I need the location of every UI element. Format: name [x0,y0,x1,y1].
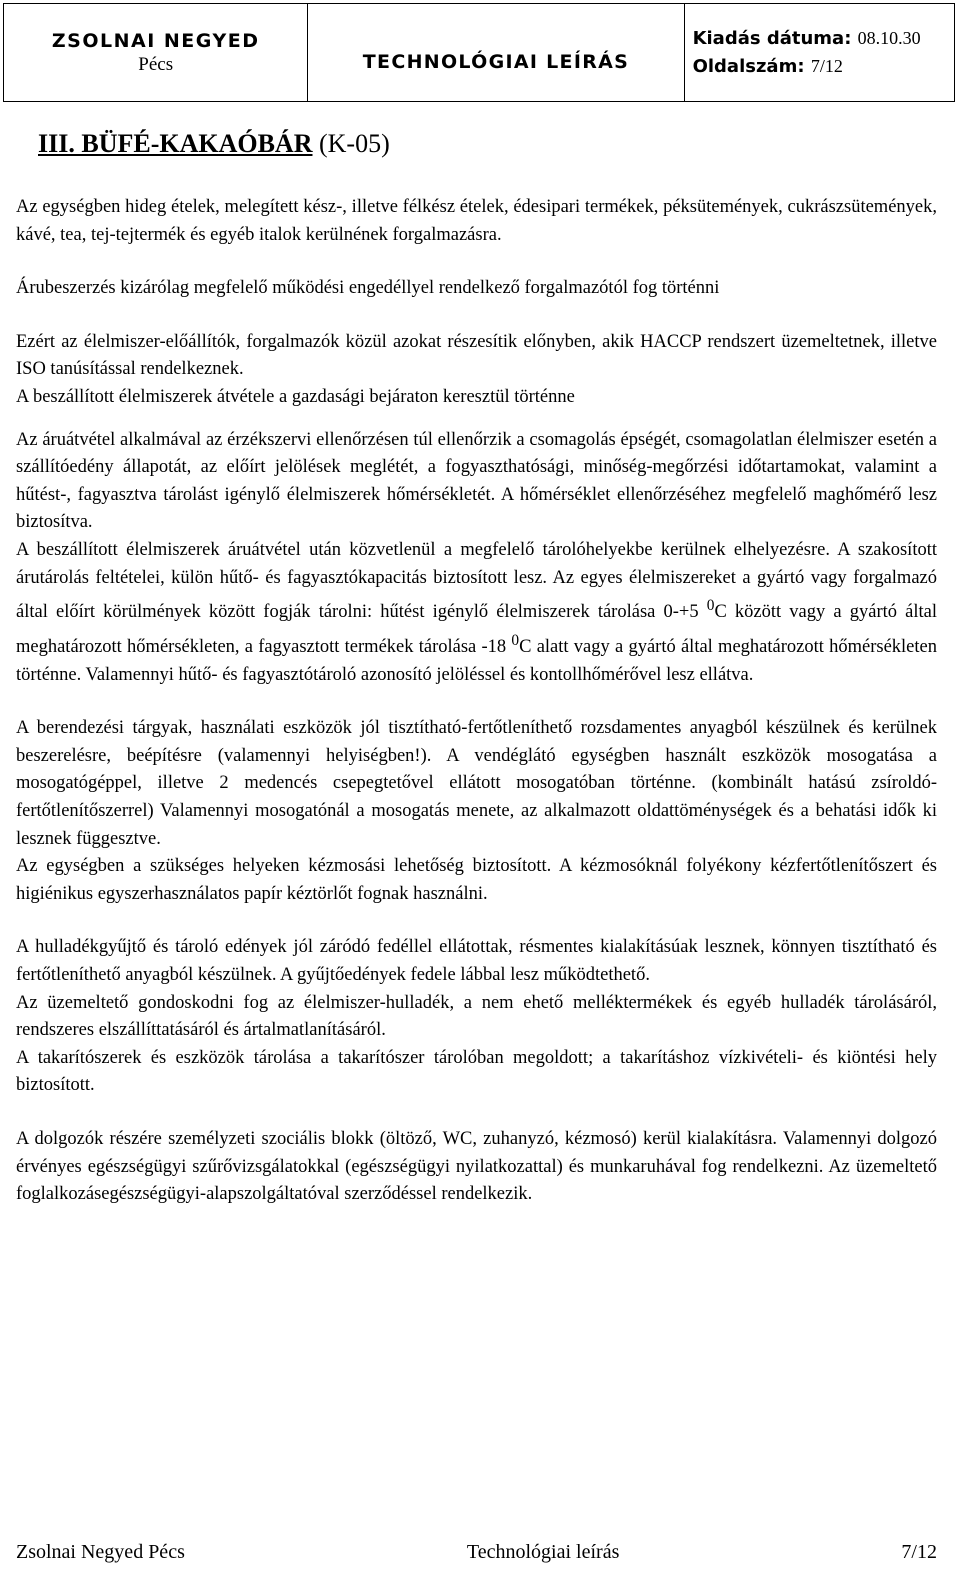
company-name: ZSOLNAI NEGYED [51,29,260,52]
paragraph-suppliers: Ezért az élelmiszer-előállítók, forgalmazók közül azokat részesítik előnyben, akik HACCP rendszert üzemeltetnek, illetve ISO tanúsítással rendelkeznek. [16,331,937,380]
storage-text-c: C alatt vagy a gyártó által meghatározott hőmérsékleten történne. Valamennyi hűtő- és fagyasztótároló azonosító jelöléssel és kontollhőmérővel lesz ellátva. [16,637,937,685]
paragraph-storage [16,537,937,689]
paragraph-waste-handling: Az üzemeltető gondoskodni fog az élelmiszer-hulladék, a nem ehető melléktermékek és egyéb hulladék tárolásáról, rendszeres elszállíttatásáról és ártalmatlanításáról. [16,992,937,1041]
issue-date-label: Kiadás dátuma: [692,28,852,49]
paragraph-cleaning: A takarítószerek és eszközök tárolása a takarítószer tárolóban megoldott; a takarításhoz vízkivételi- és kiöntési hely biztosított. [16,1047,937,1096]
paragraph-products: Az egységben hideg ételek, melegített kész-, illetve félkész ételek, édesipari termékek, péksütemények, cukrászsütemények, kávé, tea, tej-tejtermék és egyéb italok kerülnének forgalmazásra. [16,197,937,245]
paragraph-delivery-entrance: A beszállított élelmiszerek átvétele a gazdasági bejáraton keresztül történne [16,386,575,407]
header-company-cell [4,4,308,101]
document-body [16,194,937,1209]
paragraph-equipment: A berendezési tárgyak, használati eszközök jól tisztítható-fertőtleníthető rozsdamentes anyagból készülnek és kerülnek beszerelésre, beépítésre (valamennyi helyiségben!). A vendéglátó egységben használt eszközök mosogatása a mosogatógéppel, illetve 2 medencés csepegtetővel ellátott mosogatóban történne. (kombinált hatású zsíroldó-fertőtlenítőszerrel) Valamennyi mosogatónál a mosogatás menete, az alkalmazott oldattöménységek és a behatási idők ki lesznek függesztve. [16,718,937,849]
issue-date-value: 08.10.30 [857,28,921,48]
document-header [3,3,955,102]
header-doctype-cell [308,4,684,101]
page-number [693,56,843,77]
footer-center: Technológiai leírás [466,1541,620,1563]
issue-date [693,28,921,49]
document-type: TECHNOLÓGIAI LEÍRÁS [362,50,630,73]
footer-page: 7/12 [901,1541,937,1563]
storage-text-a: A beszállított élelmiszerek áruátvétel után közvetlenül a megfelelő tárolóhelyekbe kerülnek elhelyezésre. A szakosított árutárolás feltételei, külön hűtő- és fagyasztókapacitás biztosított lesz. Az egyes élelmiszereket a gyártó vagy forgalmazó által előírt körülmények között fogják tárolni: hűtést igénylő élelmiszerek tárolása 0-+5 [16,539,937,623]
header-meta-cell [685,4,954,101]
paragraph-waste-containers: A hulladékgyűjtő és tároló edények jól záródó fedéllel ellátottak, résmentes kialakításúak lesznek, könnyen tisztítható és fertőtleníthető anyagból készülnek. A gyűjtőedények fedele lábbal lesz működtethető. [16,937,937,985]
storage-text-b: C között vagy a gyártó által meghatározott hőmérsékleten, a fagyasztott termékek tárolása -18 [16,602,937,658]
paragraph-handwashing: Az egységben a szükséges helyeken kézmosási lehetőség biztosított. A kézmosóknál folyékony kézfertőtlenítőszert és higiénikus egyszerhasználatos papír kéztörlőt fognak használni. [16,856,937,904]
degree-sup-2: 0 [511,631,520,649]
paragraph-goods-inspection: Az áruátvétel alkalmával az érzékszervi ellenőrzésen túl ellenőrzik a csomagolás épségét, csomagolatlan élelmiszer esetén a szállítóedény állapotát, az előírt jelölések meglétét, a fogyaszthatósági, minőség-megőrzési időtartamokat, valamint a hűtést-, fagyasztva tárolást igénylő élelmiszerek hőmérsékletét. A hőmérséklet ellenőrzéséhez megfelelő maghőmérő lesz biztosítva. [16,429,937,533]
company-city: Pécs [138,53,174,75]
page-number-label: Oldalszám: [692,56,805,77]
paragraph-staff: A dolgozók részére személyzeti szociális blokk (öltöző, WC, zuhanyzó, kézmosó) kerül kialakításra. Valamennyi dolgozó érvényes egészségügyi szűrővizsgálatokkal (egészségügyi nyilatkozattal) és munkaruhával fog rendelkezni. Az üzemeltető foglalkozásegészségügyi-alapszolgáltatóval szerződéssel rendelkezik. [16,1128,937,1205]
section-title-main: III. BÜFÉ-KAKAÓBÁR [38,129,313,158]
degree-sup-1: 0 [706,597,715,615]
section-title-code: (K-05) [312,129,390,158]
page-number-value: 7/12 [810,56,843,76]
footer-left: Zsolnai Negyed Pécs [16,1541,185,1563]
section-title [38,130,390,159]
paragraph-procurement: Árubeszerzés kizárólag megfelelő működési engedéllyel rendelkező forgalmazótól fog történni [16,278,720,299]
page-footer [16,1541,937,1564]
